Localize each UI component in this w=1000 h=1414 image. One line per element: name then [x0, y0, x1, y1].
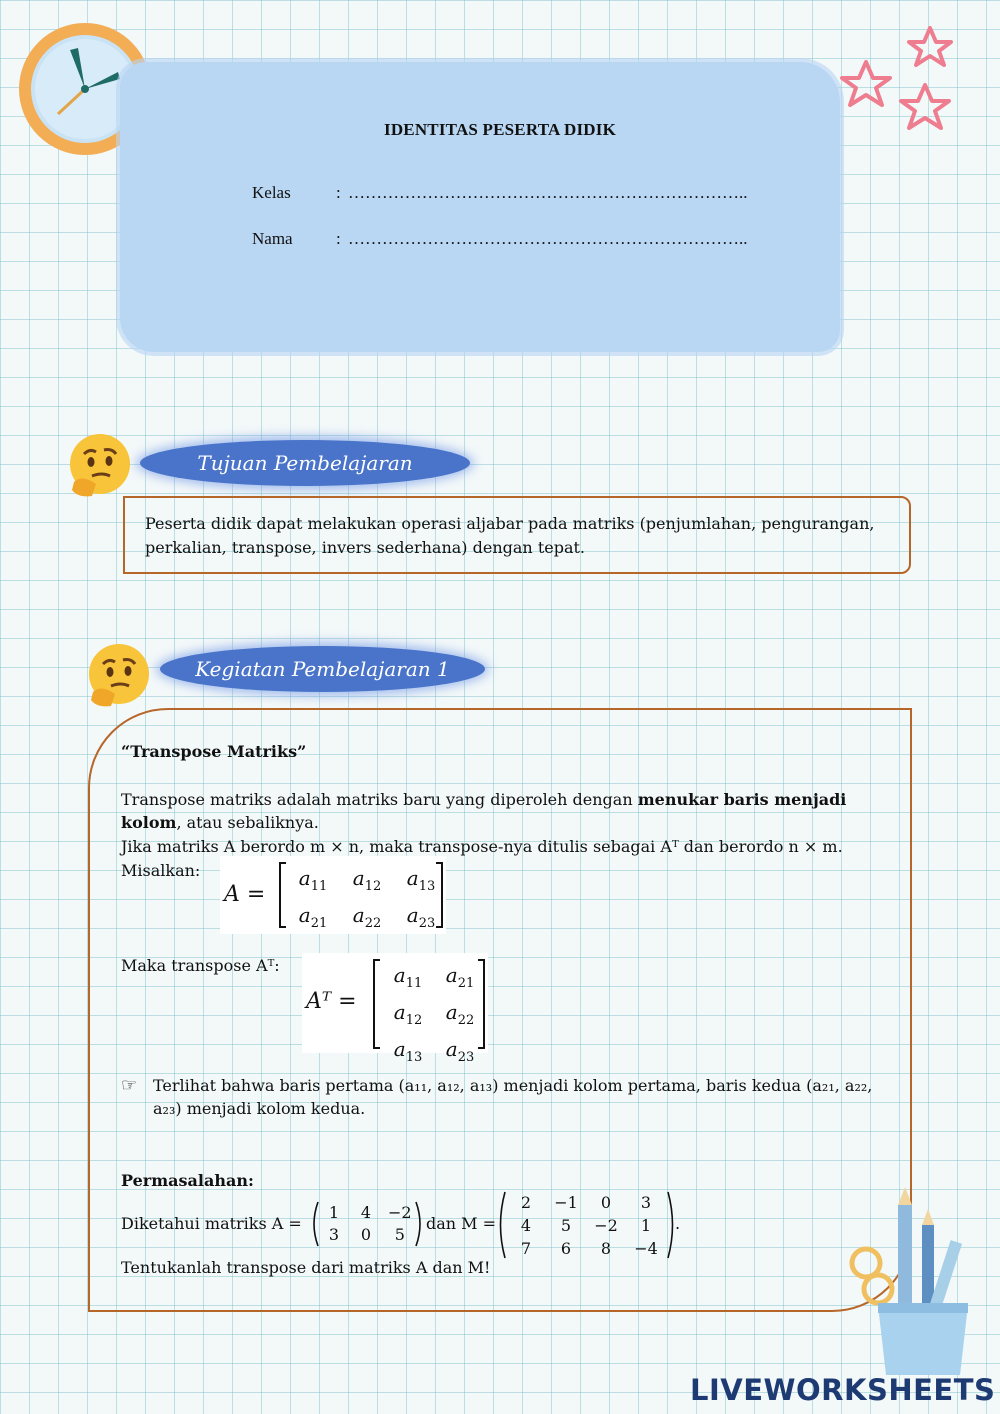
topic-title: “Transpose Matriks”	[121, 742, 307, 761]
pointing-hand-icon: ☞	[121, 1075, 138, 1096]
matrix-cell: −2	[388, 1203, 412, 1222]
transpose-label: Maka transpose Aᵀ:	[121, 956, 280, 975]
note-text: Terlihat bahwa baris pertama (a₁₁, a₁₂, a₁₃) menjadi kolom pertama, baris kedua (a₂₁, a₂₂, a₂₃) menjadi kolom kedua.	[153, 1076, 873, 1118]
matrix-cell: $a_{22}$	[352, 903, 382, 931]
tujuan-heading: Tujuan Pembelajaran	[140, 440, 470, 486]
pencil-cup-icon	[838, 1185, 978, 1375]
probA-table	[318, 1202, 418, 1246]
matrix-cell: 4	[360, 1203, 372, 1222]
matrix-at-grid	[382, 961, 486, 1072]
matrix-cell: 3	[328, 1225, 340, 1244]
matrix-cell: $a_{11}$	[298, 866, 328, 894]
matrix-cell: $a_{23}$	[406, 903, 436, 931]
definition-text	[121, 788, 886, 834]
definition-bold: menukar baris menjadi kolom	[121, 790, 847, 832]
nama-label: Nama	[252, 229, 293, 248]
nama-colon: :	[336, 229, 341, 248]
matrix-cell: 1	[640, 1216, 652, 1235]
problem-a-grid	[318, 1202, 418, 1246]
matrix-cell: −1	[554, 1193, 578, 1212]
matrix-cell: $a_{11}$	[393, 963, 423, 991]
matrix-cell: 5	[394, 1225, 405, 1244]
matrix-cell: 6	[560, 1239, 572, 1258]
matrix-cell: $a_{12}$	[393, 1000, 423, 1028]
matrix-cell: −2	[594, 1216, 618, 1235]
matAT-table	[382, 961, 486, 1072]
order-line: Jika matriks A berordo m × n, maka transpose-nya ditulis sebagai Aᵀ dan berordo n × m.	[121, 837, 843, 856]
matrix-cell: 1	[328, 1203, 340, 1222]
matrix-a-name: A =	[224, 882, 266, 907]
problem-m-grid	[506, 1191, 666, 1260]
matrix-cell: 4	[520, 1216, 532, 1235]
problem-mid: dan M =	[426, 1214, 497, 1233]
kegiatan-heading: Kegiatan Pembelajaran 1	[160, 646, 485, 692]
matrix-cell: $a_{13}$	[393, 1037, 423, 1065]
question-text: Tentukanlah transpose dari matriks A dan M!	[121, 1258, 491, 1277]
identity-card	[120, 62, 840, 352]
matrix-cell: 7	[520, 1239, 532, 1258]
thinking-face-icon	[85, 642, 153, 710]
matrix-cell: −4	[634, 1239, 658, 1258]
kelas-field[interactable]: ……………………………………………………………..	[348, 183, 748, 202]
matrix-cell: 0	[600, 1193, 612, 1212]
probM-table	[506, 1191, 666, 1260]
matrix-cell: 2	[520, 1193, 532, 1212]
example-label: Misalkan:	[121, 861, 201, 880]
problem-heading: Permasalahan:	[121, 1171, 254, 1190]
definition-end: , atau sebaliknya.	[176, 813, 319, 832]
matrix-at-card	[302, 953, 488, 1065]
matrix-cell: 3	[640, 1193, 652, 1212]
matrix-cell: $a_{21}$	[445, 963, 475, 991]
matrix-cell: 0	[360, 1225, 372, 1244]
matrix-cell: $a_{23}$	[445, 1037, 475, 1065]
matrix-cell: $a_{22}$	[445, 1000, 475, 1028]
matrix-a-grid	[286, 864, 448, 938]
matrix-cell: 8	[600, 1239, 612, 1258]
matrix-at-name: Aᵀ =	[306, 989, 357, 1014]
definition-start: Transpose matriks adalah matriks baru yang diperoleh dengan	[121, 790, 638, 809]
matrix-cell: $a_{13}$	[406, 866, 436, 894]
nama-field[interactable]: ……………………………………………………………..	[348, 229, 748, 248]
matrix-a-card	[220, 856, 446, 934]
matrix-cell: $a_{21}$	[298, 903, 328, 931]
matrix-cell: 5	[560, 1216, 572, 1235]
problem-prefix: Diketahui matriks A =	[121, 1214, 302, 1233]
matA-table	[286, 864, 448, 938]
problem-end: .	[675, 1214, 681, 1233]
liveworksheets-logo: LIVEWORKSHEETS	[690, 1373, 996, 1407]
kelas-colon: :	[336, 183, 341, 202]
kelas-label: Kelas	[252, 183, 291, 202]
tujuan-text: Peserta didik dapat melakukan operasi aljabar pada matriks (penjumlahan, pengurangan, perkalian, transpose, invers sederhana) dengan tepat.	[145, 514, 875, 557]
identity-title: IDENTITAS PESERTA DIDIK	[384, 120, 616, 139]
matrix-cell: $a_{12}$	[352, 866, 382, 894]
thinking-face-icon	[66, 432, 134, 500]
